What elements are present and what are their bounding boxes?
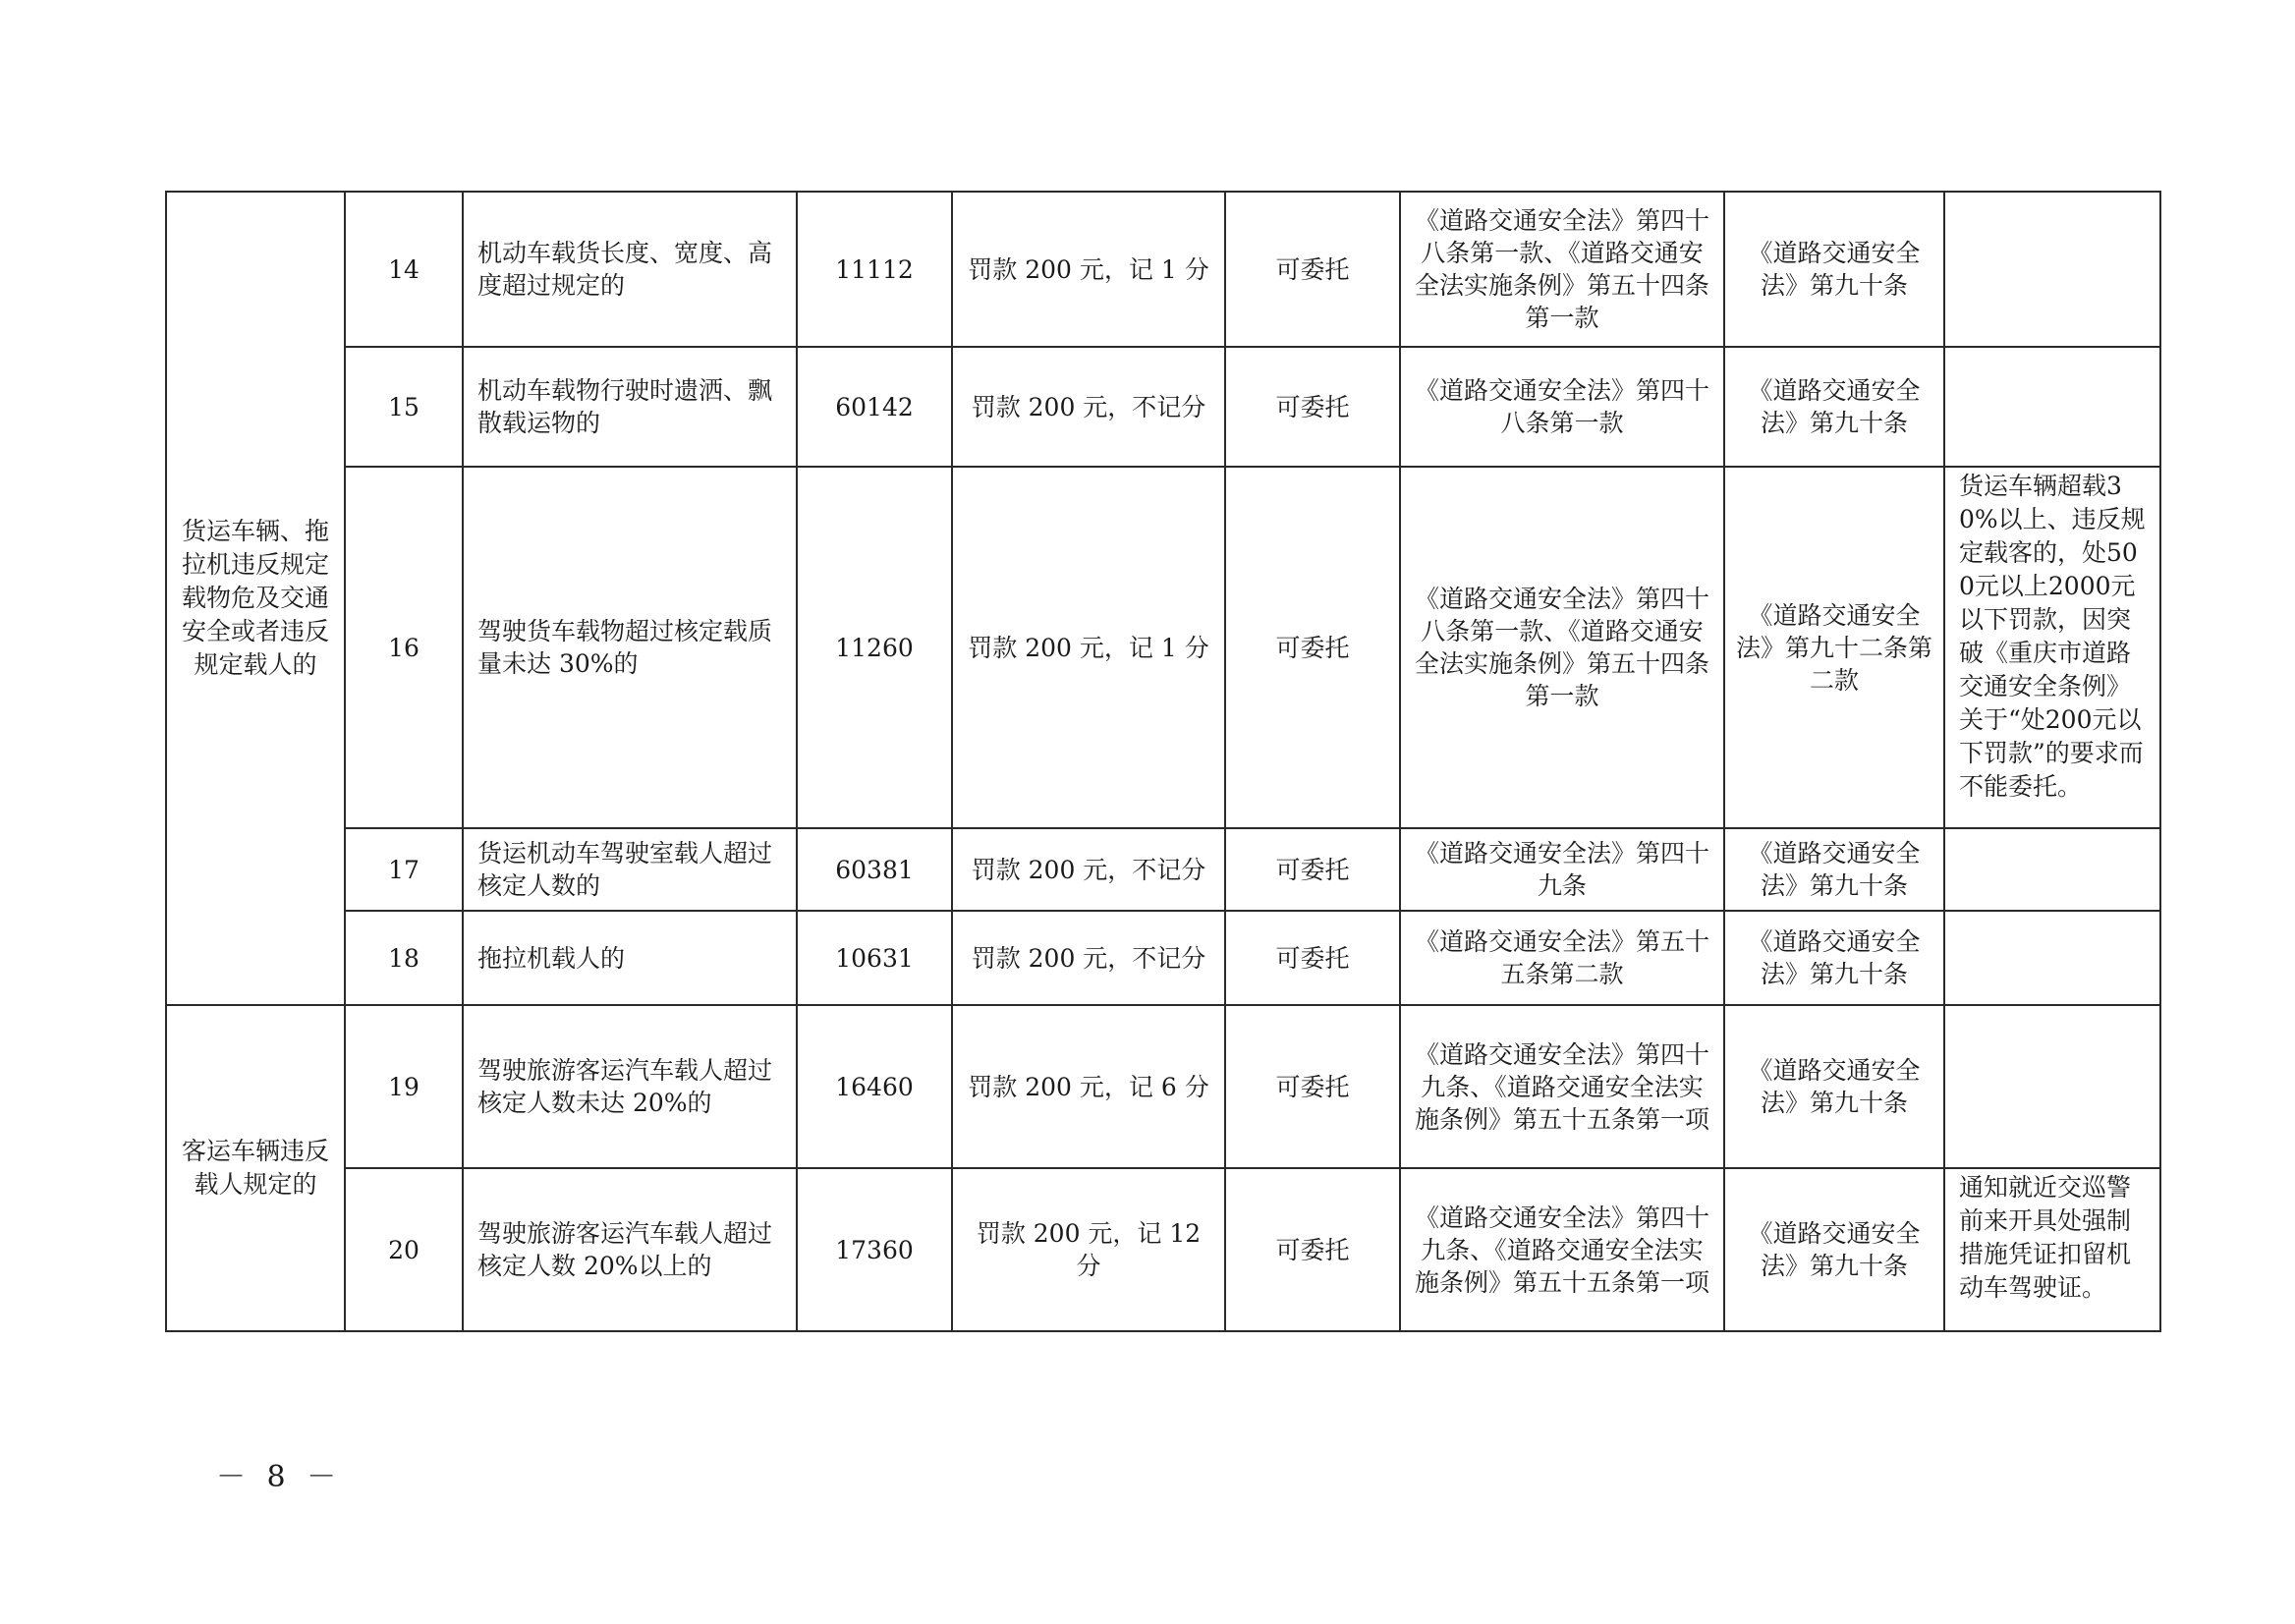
entrust-status: 可委托 <box>1225 911 1400 1005</box>
entrust-status: 可委托 <box>1225 347 1400 467</box>
remark <box>1944 828 2160 911</box>
regulation-table <box>165 191 2161 1332</box>
remark <box>1944 911 2160 1005</box>
violation-basis: 《道路交通安全法》第四十八条第一款、《道路交通安全法实施条例》第五十四条第一款 <box>1400 192 1724 347</box>
table-row-18 <box>166 911 2160 1005</box>
page-number: － 8 － <box>216 1460 343 1494</box>
table-row-15 <box>166 347 2160 467</box>
violation-code: 10631 <box>797 911 952 1005</box>
remark <box>1944 1005 2160 1168</box>
penalty: 罚款 200 元，不记分 <box>952 347 1225 467</box>
category-cell: 客运车辆违反载人规定的 <box>166 1005 345 1331</box>
penalty-basis: 《道路交通安全法》第九十条 <box>1724 347 1944 467</box>
violation-basis: 《道路交通安全法》第五十五条第二款 <box>1400 911 1724 1005</box>
penalty-basis: 《道路交通安全法》第九十条 <box>1724 192 1944 347</box>
entrust-status: 可委托 <box>1225 192 1400 347</box>
violation-basis: 《道路交通安全法》第四十八条第一款、《道路交通安全法实施条例》第五十四条第一款 <box>1400 467 1724 828</box>
violation-code: 17360 <box>797 1168 952 1331</box>
table-row-20 <box>166 1168 2160 1331</box>
violation-code: 60381 <box>797 828 952 911</box>
violation-basis: 《道路交通安全法》第四十九条 <box>1400 828 1724 911</box>
entrust-status: 可委托 <box>1225 828 1400 911</box>
violation-behavior: 驾驶旅游客运汽车载人超过核定人数 20%以上的 <box>463 1168 797 1331</box>
violation-code: 11260 <box>797 467 952 828</box>
penalty-basis: 《道路交通安全法》第九十条 <box>1724 1168 1944 1331</box>
entrust-status: 可委托 <box>1225 1168 1400 1331</box>
penalty-basis: 《道路交通安全法》第九十条 <box>1724 911 1944 1005</box>
penalty: 罚款 200 元，记 1 分 <box>952 467 1225 828</box>
entrust-status: 可委托 <box>1225 1005 1400 1168</box>
row-number: 15 <box>345 347 463 467</box>
violation-behavior: 货运机动车驾驶室载人超过核定人数的 <box>463 828 797 911</box>
remark <box>1944 192 2160 347</box>
penalty: 罚款 200 元，记 12 分 <box>952 1168 1225 1331</box>
violation-behavior: 驾驶旅游客运汽车载人超过核定人数未达 20%的 <box>463 1005 797 1168</box>
penalty: 罚款 200 元，不记分 <box>952 828 1225 911</box>
violation-code: 16460 <box>797 1005 952 1168</box>
entrust-status: 可委托 <box>1225 467 1400 828</box>
table-row-17 <box>166 828 2160 911</box>
category-cell: 货运车辆、拖拉机违反规定载物危及交通安全或者违反规定载人的 <box>166 192 345 1005</box>
penalty: 罚款 200 元，记 1 分 <box>952 192 1225 347</box>
penalty-basis: 《道路交通安全法》第九十条 <box>1724 828 1944 911</box>
row-number: 16 <box>345 467 463 828</box>
penalty-basis: 《道路交通安全法》第九十二条第二款 <box>1724 467 1944 828</box>
remark <box>1944 347 2160 467</box>
row-number: 14 <box>345 192 463 347</box>
violation-behavior: 驾驶货车载物超过核定载质量未达 30%的 <box>463 467 797 828</box>
penalty: 罚款 200 元，不记分 <box>952 911 1225 1005</box>
violation-basis: 《道路交通安全法》第四十九条、《道路交通安全法实施条例》第五十五条第一项 <box>1400 1005 1724 1168</box>
row-number: 19 <box>345 1005 463 1168</box>
table-row-19 <box>166 1005 2160 1168</box>
violation-code: 11112 <box>797 192 952 347</box>
remark: 货运车辆超载30%以上、违反规定载客的，处500元以上2000元以下罚款，因突破《重庆市道路交通安全条例》关于“处200元以下罚款”的要求而不能委托。 <box>1944 467 2160 828</box>
penalty-basis: 《道路交通安全法》第九十条 <box>1724 1005 1944 1168</box>
row-number: 20 <box>345 1168 463 1331</box>
violation-behavior: 机动车载物行驶时遗洒、飘散载运物的 <box>463 347 797 467</box>
table-row-16 <box>166 467 2160 828</box>
violation-basis: 《道路交通安全法》第四十九条、《道路交通安全法实施条例》第五十五条第一项 <box>1400 1168 1724 1331</box>
row-number: 17 <box>345 828 463 911</box>
row-number: 18 <box>345 911 463 1005</box>
table-row-14 <box>166 192 2160 347</box>
violation-basis: 《道路交通安全法》第四十八条第一款 <box>1400 347 1724 467</box>
violation-behavior: 机动车载货长度、宽度、高度超过规定的 <box>463 192 797 347</box>
violation-behavior: 拖拉机载人的 <box>463 911 797 1005</box>
violation-code: 60142 <box>797 347 952 467</box>
remark: 通知就近交巡警前来开具处强制措施凭证扣留机动车驾驶证。 <box>1944 1168 2160 1331</box>
penalty: 罚款 200 元，记 6 分 <box>952 1005 1225 1168</box>
